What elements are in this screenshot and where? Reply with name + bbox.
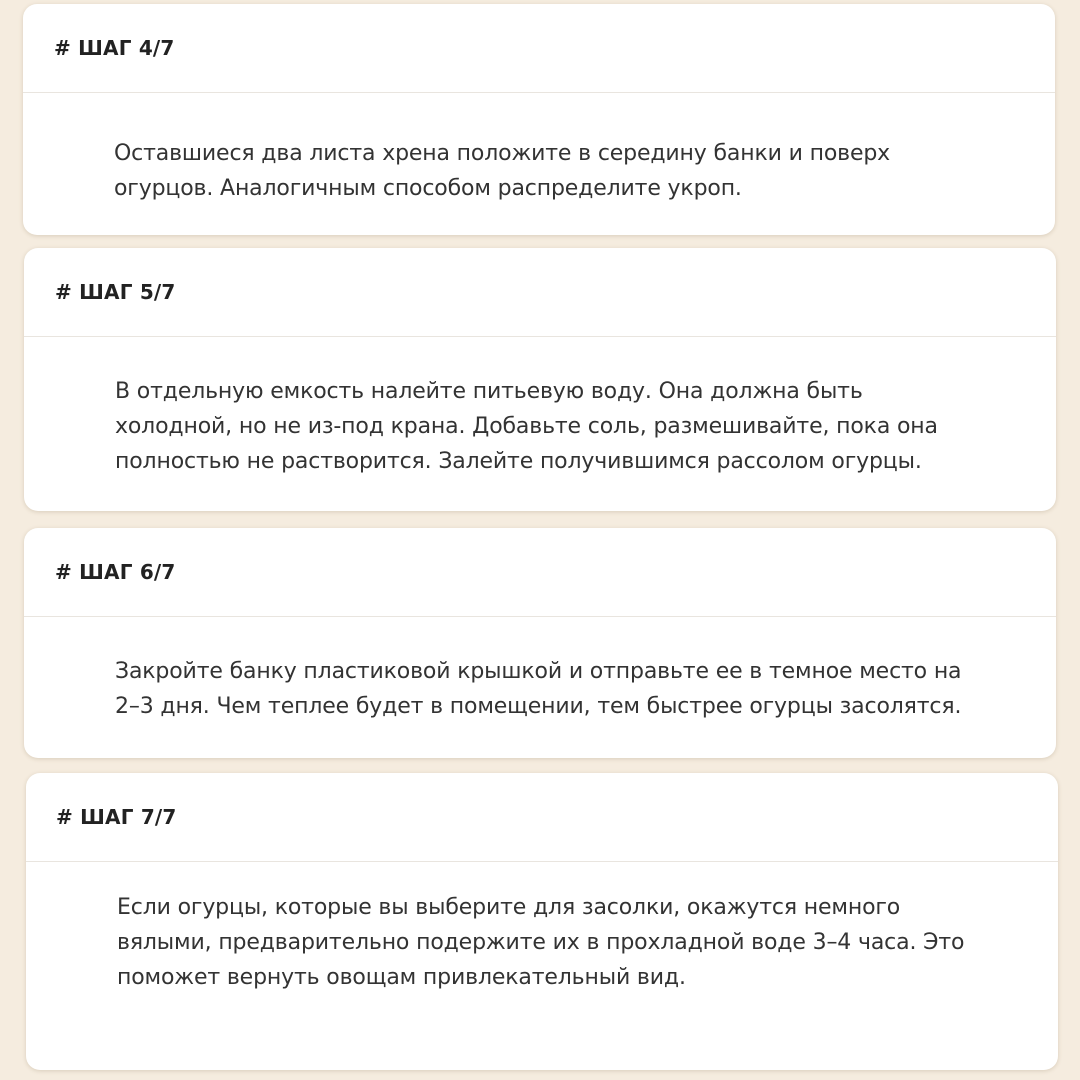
step-card-5 (24, 248, 1056, 511)
step-title: # ШАГ 7/7 (56, 805, 177, 829)
step-title: # ШАГ 6/7 (55, 560, 176, 584)
step-title: # ШАГ 5/7 (55, 280, 176, 304)
step-text: Если огурцы, которые вы выберите для засолки, окажутся немного вялыми, предварительно подержите их в прохладной воде 3–4 часа. Это поможет вернуть овощам привлекательный вид. (117, 895, 965, 990)
step-card-7 (26, 773, 1058, 1070)
step-body (23, 93, 1055, 206)
step-text: Закройте банку пластиковой крышкой и отправьте ее в темное место на 2–3 дня. Чем теплее будет в помещении, тем быстрее огурцы засолятся. (115, 659, 962, 719)
step-title: # ШАГ 4/7 (54, 36, 175, 60)
step-header (26, 773, 1058, 862)
step-header (24, 248, 1056, 337)
step-body (26, 862, 1058, 995)
step-text: В отдельную емкость налейте питьевую воду. Она должна быть холодной, но не из-под крана. Добавьте соль, размешивайте, пока она полностью не растворится. Залейте получившимся рассолом огурцы. (115, 379, 938, 474)
step-text: Оставшиеся два листа хрена положите в середину банки и поверх огурцов. Аналогичным способом распределите укроп. (114, 141, 891, 201)
step-header (23, 4, 1055, 93)
step-card-4 (23, 4, 1055, 235)
step-header (24, 528, 1056, 617)
step-body (24, 337, 1056, 479)
step-card-6 (24, 528, 1056, 758)
step-body (24, 617, 1056, 724)
